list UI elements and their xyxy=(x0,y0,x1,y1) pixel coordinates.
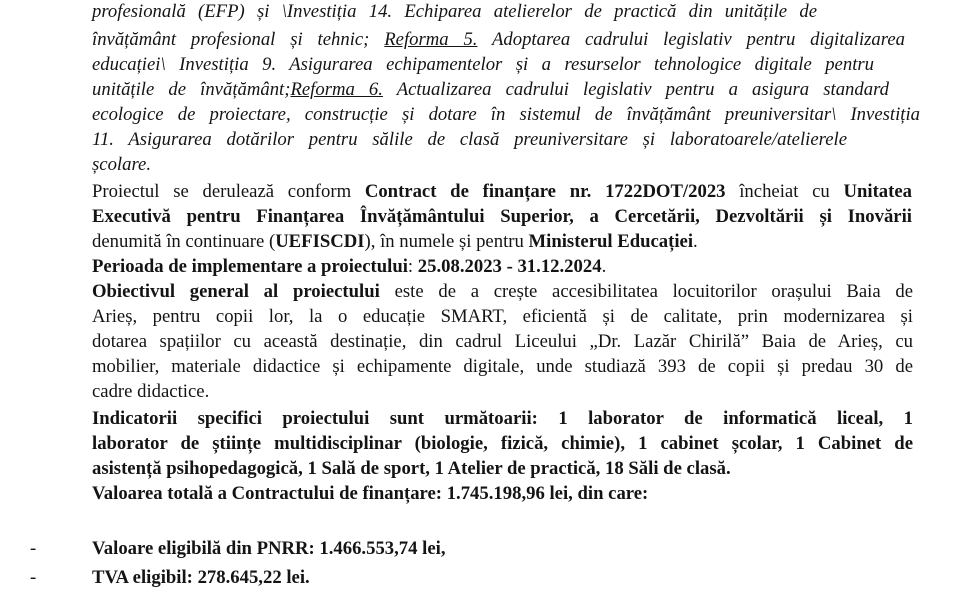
indicators-line-1: Indicatorii specifici proiectului sunt următoarii: 1 laborator de informatică liceal, 1 xyxy=(92,408,913,429)
reform-6-label: Reforma 6. xyxy=(290,79,383,100)
list-bullet: - xyxy=(30,538,37,559)
list-item-text: TVA eligibil: 278.645,22 lei. xyxy=(92,567,310,588)
objective-line-5: cadre didactice. xyxy=(92,381,210,402)
objective-line-2: Arieș, pentru copii lor, la o educație SMART, eficientă și de calitate, prin modernizarea și xyxy=(92,306,913,327)
total-value: Valoarea totală a Contractului de finanțare: 1.745.198,96 lei, din care: xyxy=(92,483,649,504)
indicators-line-2: laborator de științe multidisciplinar (biologie, fizică, chimie), 1 cabinet școlar, 1 Cabinet de xyxy=(92,433,913,454)
objective-line-3: dotarea spațiilor cu această destinație, din cadrul Liceului „Dr. Lazăr Chirilă” Baia de Arieș, cu xyxy=(92,331,913,352)
reform-line-4: unitățile de învățământ;Reforma 6. Actualizarea cadrului legislativ pentru a asigura standard xyxy=(92,79,890,100)
reform-line-3: educației\ Investiția 9. Asigurarea echipamentelor și a resurselor tehnologice digitale pentru xyxy=(92,54,874,75)
reform-line-5: ecologice de proiectare, construcție și dotare în sistemul de învățământ preuniversitar\ Investiția xyxy=(92,104,920,125)
list-bullet: - xyxy=(30,567,37,588)
contract-line-2: Executivă pentru Finanțarea Învățământului Superior, a Cercetării, Dezvoltării și Inovării xyxy=(92,206,912,227)
contract-line-3: denumită în continuare (UEFISCDI), în numele și pentru Ministerul Educației. xyxy=(92,231,698,252)
reform-line-2: învățământ profesional și tehnic; Reforma 5. Adoptarea cadrului legislativ pentru digitalizarea xyxy=(92,29,905,50)
reform-5-label: Reforma 5. xyxy=(384,29,478,50)
contract-line-1: Proiectul se derulează conform Contract de finanțare nr. 1722DOT/2023 încheiat cu Unitatea xyxy=(92,181,913,202)
reform-line-6: 11. Asigurarea dotărilor pentru sălile de clasă preuniversitare și laboratoarele/atelierele xyxy=(92,129,847,150)
objective-line-4: mobilier, materiale didactice și echipamente digitale, unde studiază 393 de copii și predau 30 de xyxy=(92,356,913,377)
reform-line-1: profesională (EFP) și \Investiția 14. Echiparea atelierelor de practică din unitățile de xyxy=(92,1,817,22)
list-item-text: Valoare eligibilă din PNRR: 1.466.553,74 lei, xyxy=(92,538,446,559)
implementation-period: Perioada de implementare a proiectului: 25.08.2023 - 31.12.2024. xyxy=(92,256,607,277)
reform-line-7: școlare. xyxy=(92,154,151,175)
objective-line-1: Obiectivul general al proiectului este de a crește accesibilitatea locuitorilor orașului Baia de xyxy=(92,281,913,302)
indicators-line-3: asistență psihopedagogică, 1 Sală de sport, 1 Atelier de practică, 18 Săli de clasă. xyxy=(92,458,731,479)
